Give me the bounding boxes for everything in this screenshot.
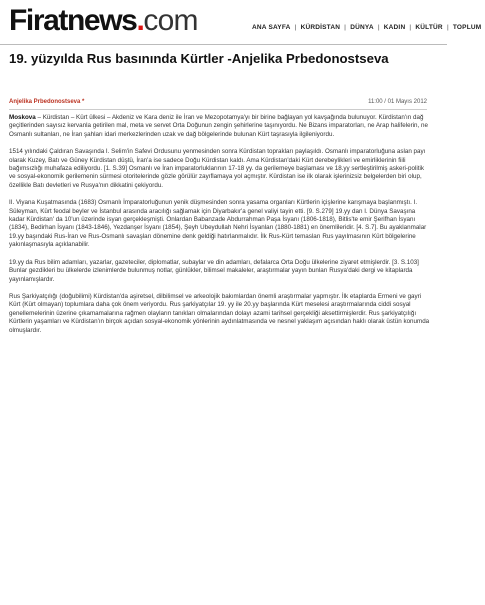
site-logo[interactable] (9, 5, 198, 37)
nav-separator: | (446, 24, 449, 31)
nav-separator: | (377, 24, 380, 31)
article-paragraph-2: 1514 yılındaki Çaldıran Savaşında I. Selim'in Safevi Ordusunu yenmesinden sonra Kürdistan toprakları paylaşıldı. Osmanlı imparatorluğuna aslan payı olarak Kuzey, Batı ve Güney Kürdistan düştü, İran'a ise sadece Doğu Kürdistan kaldı. Ama Kürdistan'daki Kürt derebeylikleri ve emirliklerinin fiili bağımsızlığı muhafaza ediliyordu. [1. S.39] Osmanlı ve İran imparatorluklarının 17-18 yy. da gerilemeye başlaması ve 18.yy sertleştirilmiş askeri-politik ve sosyal-ekonomik gerilemenin sürmesi otoritelerinde gözle görülür zayıflamaya yol açmıştır. Kürdistan ise ilk olarak işlerinizsiz belgelerden biri olup, özellikle Batı devletleri ve Rusya'nın dikkatini çekiyordu. (9, 148, 426, 189)
site-header (0, 0, 482, 45)
nav-item-women[interactable]: KADIN (383, 24, 406, 31)
article-author[interactable]: Anjelika Prbedonostseva * (9, 99, 85, 105)
logo-main: Firatnews (9, 4, 137, 37)
logo-tld: com (143, 4, 198, 37)
nav-separator: | (409, 24, 412, 31)
nav-item-world[interactable]: DÜNYA (350, 24, 374, 31)
main-nav (248, 24, 485, 31)
nav-item-home[interactable]: ANA SAYFA (252, 24, 291, 31)
article-paragraph-5: Rus Şarkiyatçılığı (doğubilimi) Kürdistan'da aşiretsel, dilbilimsel ve arkeolojik bakımlardan önemli araştırmalar yapmıştır. İlk etaplarda Ermeni ve gayri Kürt (Kürt olmayan) toplumlara daha çok önem veriyordu. Rus şarkiyatçılar 19. yy ile 20.yy başlarında Kürt meselesi araştırmalarında ciddi sosyal genellemelerinin üzerine çıkamamalarına rağmen olayların tanıkları olmalarından dolayı azami tarihsel gerçekliği aksettirmişlerdir. Rus şarkiyatçılığı Kürtlerin yaşamları ve Kürdistan'ın birçok açıdan sosyal-ekonomik yönlerinin aydınlatmasında ve nesnel yaklaşım açısından haklı olarak üstün konumda olmuşlardır. (9, 292, 430, 334)
article-paragraph-1 (9, 114, 430, 139)
article-paragraph-4: 19.yy da Rus bilim adamları, yazarlar, gazeteciler, diplomatlar, subaylar ve din adamları, defalarca Orta Doğu ülkelerine ziyaret etmişlerdir. [3. S.103] Bunlar gezdikleri bu ülkelerde izlenimlerde bulunmuş notlar, günlükler, bilimsel makaleler, araştırmalar yayın bunları Rusya'daki dergi ve kitaplarda yayınlamışlardır. (9, 258, 419, 283)
article-meta (9, 97, 427, 110)
nav-separator: | (344, 24, 347, 31)
paragraph-text: – Kürdistan – Kürt ülkesi – Akdeniz ve Kara deniz ile İran ve Mezopotamya'yı bir birine bağlayan yol kavşağında bulunuyor. Kürdistan'ın dağ geçitlerinden sayısız kervanla getirilen mal, meta ve servet Orta Doğunun zengin şehirlerine taşınıyordu. Ne Bizans imparatorları, ne Arap halifelerin, ne Osmanlı sultanları, ne İran şahları idari merkezlerinden uzak ve dağ bölgelerinde bulunan Kürt taşrasıyla ilgileniyordu. (9, 114, 428, 138)
nav-separator: | (294, 24, 297, 31)
nav-item-society[interactable]: TOPLUM (452, 24, 482, 31)
article-title: 19. yüzyılda Rus basınında Kürtler -Anjelika Prbedonostseva (9, 51, 389, 66)
logo-dot: . (136, 4, 144, 37)
article-body (9, 114, 430, 335)
article-paragraph-3: II. Viyana Kuşatmasında (1683) Osmanlı İmparatorluğunun yenik düşmesinden sonra yasama organları Kürtlerin içişlerine karışmaya başlanmıştı. I. Süleyman, Kürt feodal beyler ve İstanbul arasında aracılığı sağlamak için Diyarbakır'a genel valiyi tayin etti. [9. S.279] 19.yy dan I. Dünya Savaşına kadar Kürdistan' da 10'un üzerinde isyan gerçekleşmişti. Onlardan Babanzade Abdurrahman Paşa İsyanı (1806-1818), Bitlis'te emir Şerifhan İsyanı (1834), Bedirhan İsyanı (1843-1846), Yezdanşer İsyanı (1854), Şeyh Ubeydullah Nehri İsyanları (1880-1881) en önemlileridir. [4. S.7]. Bu ayaklanmalar 19.yy başındaki Rus-İran ve Rus-Osmanlı savaşları dönemine denk geldiği hatırlanmalıdır. İlk Rus-Kürt temasları Rus yayılmasının Kürt bölgelerine yakınlaşmasıyla açıklanabilir. (9, 199, 427, 249)
article-date: 11:00 / 01 Mayıs 2012 (368, 99, 427, 105)
dateline: Moskova (9, 114, 36, 121)
nav-item-culture[interactable]: KÜLTÜR (415, 24, 443, 31)
nav-item-kurdistan[interactable]: KÜRDİSTAN (300, 24, 341, 31)
